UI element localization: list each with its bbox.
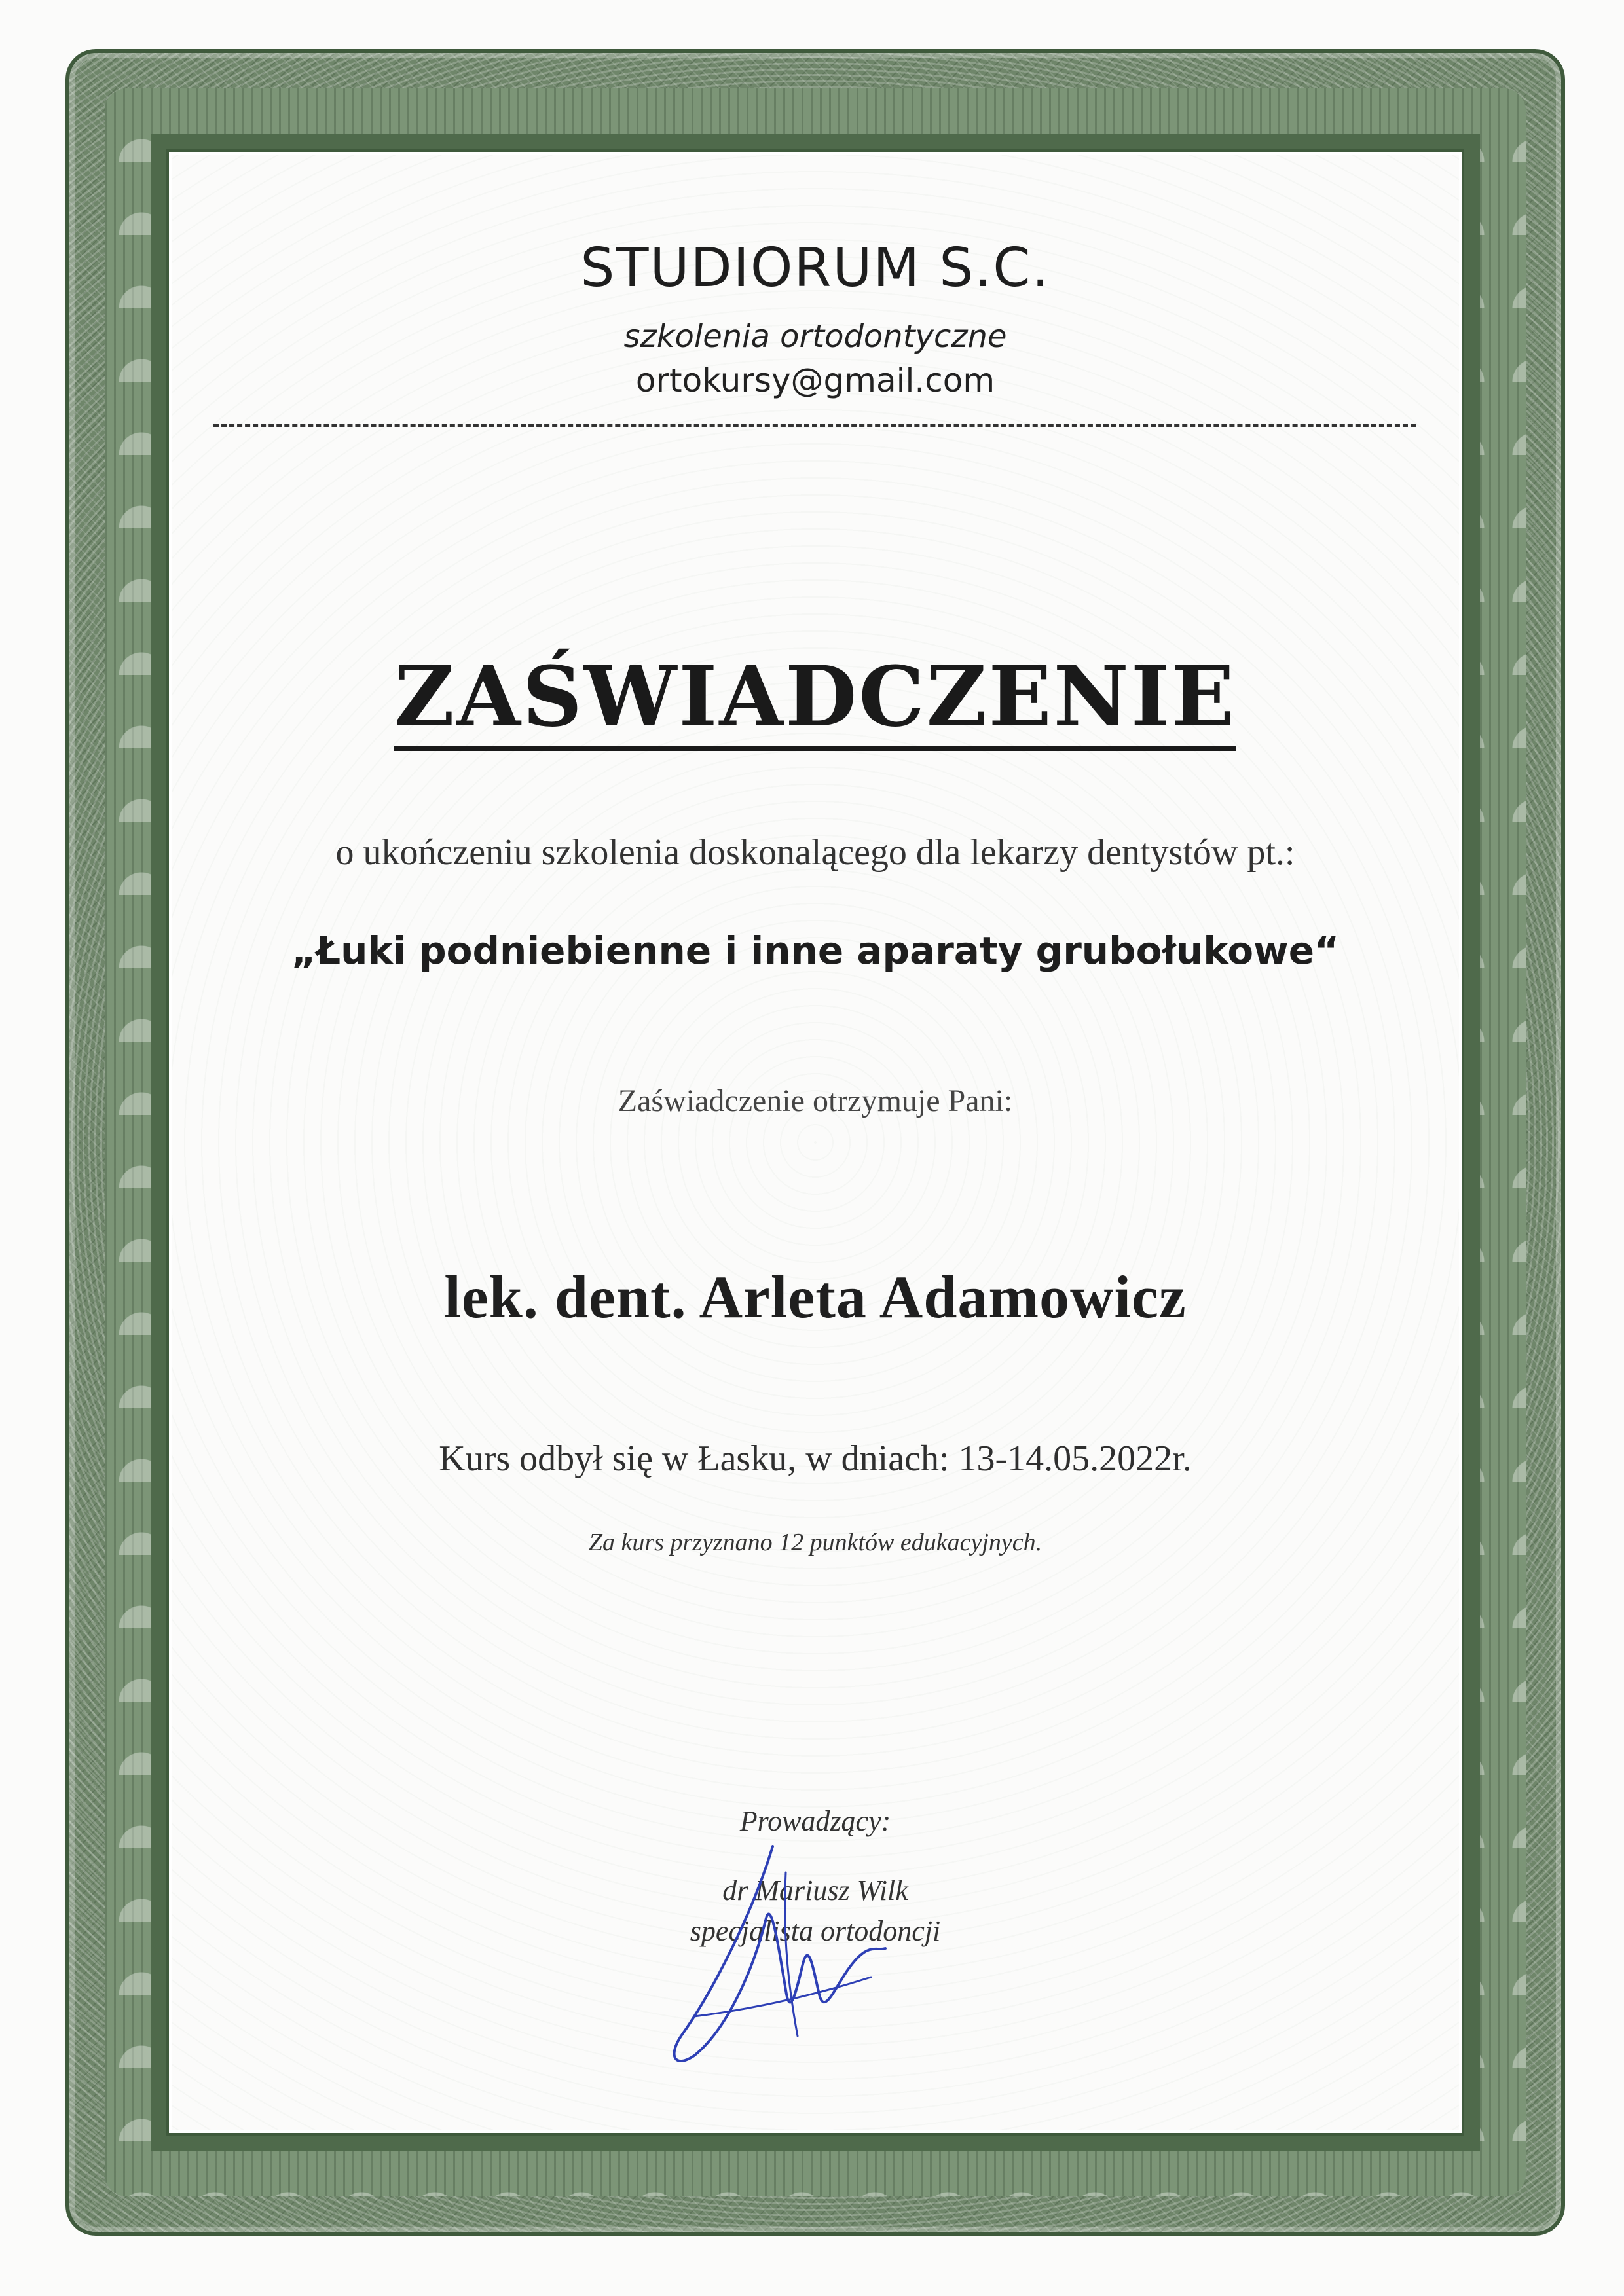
recipient-name: lek. dent. Arleta Adamowicz (444, 1264, 1187, 1330)
course-info: Kurs odbył się w Łasku, w dniach: 13-14.05.2022r. (439, 1438, 1192, 1479)
course-title: „Łuki podniebienne i inne aparaty grubołukowe“ (291, 928, 1340, 973)
instructor-title: specjalista ortodoncji (690, 1915, 941, 1947)
company-name: STUDIORUM S.C. (580, 237, 1050, 299)
instructor-label: Prowadzący: (739, 1805, 891, 1837)
certificate-title-text: ZAŚWIADCZENIE (394, 648, 1236, 751)
signature-mark (655, 1820, 891, 2095)
recipient-label: Zaświadczenie otrzymuje Pani: (618, 1084, 1013, 1118)
certificate-title (172, 648, 1459, 745)
company-email: ortokursy@gmail.com (635, 361, 995, 399)
points-note: Za kurs przyznano 12 punktów edukacyjnych. (588, 1529, 1043, 1556)
header-divider (213, 424, 1416, 427)
completion-text: o ukończeniu szkolenia doskonalącego dla lekarzy dentystów pt.: (335, 832, 1295, 873)
company-subtitle: szkolenia ortodontyczne (623, 318, 1007, 355)
instructor-name: dr Mariusz Wilk (722, 1874, 908, 1906)
